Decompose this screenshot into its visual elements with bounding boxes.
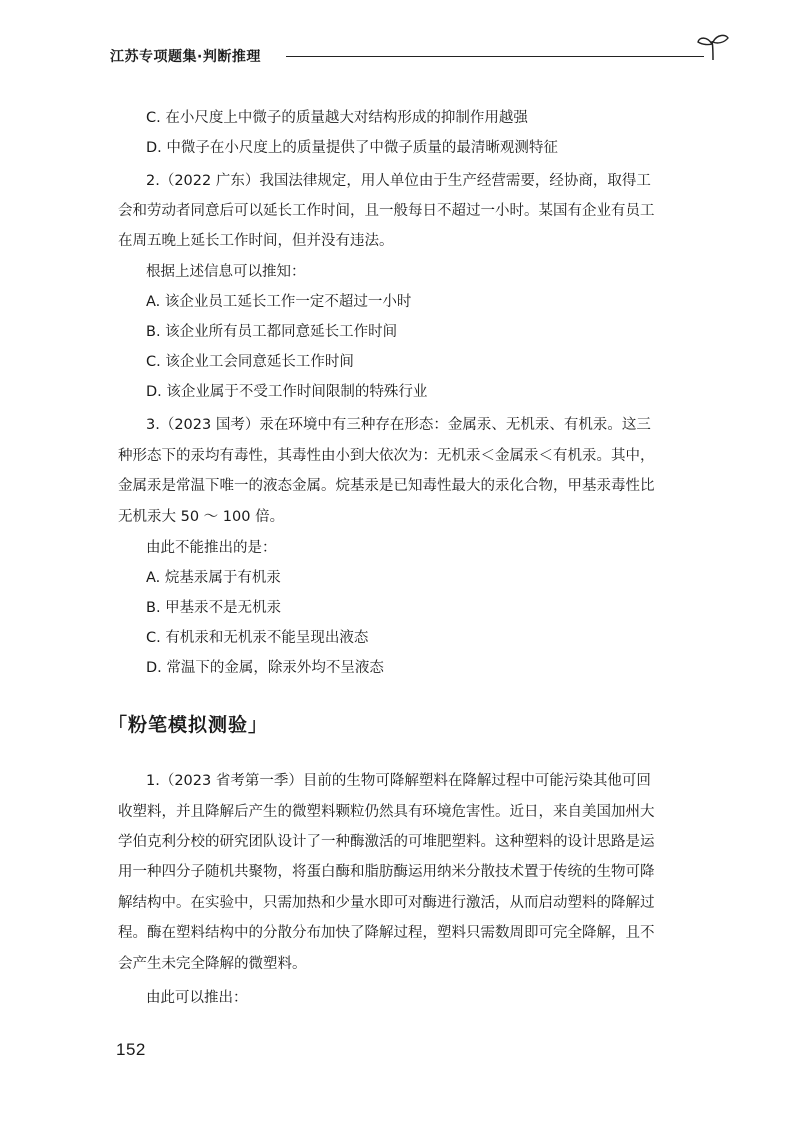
- question-line: 在周五晚上延长工作时间，但并没有违法。: [118, 233, 394, 249]
- option-line: A. 烷基汞属于有机汞: [146, 570, 281, 586]
- question-line: 会产生未完全降解的微塑料。: [118, 956, 307, 972]
- option-line: B. 该企业所有员工都同意延长工作时间: [146, 324, 398, 340]
- question-line: 3.（2023 国考）汞在环境中有三种存在形态：金属汞、无机汞、有机汞。这三: [146, 417, 651, 433]
- option-line: C. 有机汞和无机汞不能呈现出液态: [146, 630, 369, 646]
- header-rule: [286, 56, 704, 57]
- option-line: D. 常温下的金属，除汞外均不呈液态: [146, 660, 384, 676]
- option-line: A. 该企业员工延长工作一定不超过一小时: [146, 294, 412, 310]
- question-line: 用一种四分子随机共聚物，将蛋白酶和脂肪酶运用纳米分散技术置于传统的生物可降: [118, 864, 655, 880]
- question-line: 1.（2023 省考第一季）目前的生物可降解塑料在降解过程中可能污染其他可回: [146, 773, 651, 789]
- header-title: 江苏专项题集·判断推理: [110, 49, 261, 65]
- page-number: 152: [116, 1040, 146, 1059]
- question-line: 2.（2022 广东）我国法律规定，用人单位由于生产经营需要，经协商，取得工: [146, 173, 651, 189]
- question-line: 金属汞是常温下唯一的液态金属。烷基汞是已知毒性最大的汞化合物，甲基汞毒性比: [118, 478, 655, 494]
- option-line: C. 该企业工会同意延长工作时间: [146, 354, 354, 370]
- question-line: 收塑料，并且降解后产生的微塑料颗粒仍然具有环境危害性。近日，来自美国加州大: [118, 804, 655, 820]
- running-header: [110, 36, 730, 72]
- option-line: B. 甲基汞不是无机汞: [146, 600, 282, 616]
- option-line: C. 在小尺度上中微子的质量越大对结构形成的抑制作用越强: [146, 110, 528, 126]
- question-line: 解结构中。在实验中，只需加热和少量水即可对酶进行激活，从而启动塑料的降解过: [118, 895, 655, 911]
- option-line: D. 该企业属于不受工作时间限制的特殊行业: [146, 384, 428, 400]
- question-line: 种形态下的汞均有毒性，其毒性由小到大依次为：无机汞＜金属汞＜有机汞。其中，: [118, 448, 655, 464]
- section-title: 「粉笔模拟测验」: [108, 714, 269, 736]
- question-line: 学伯克利分校的研究团队设计了一种酶激活的可堆肥塑料。这种塑料的设计思路是运: [118, 834, 655, 850]
- question-line: 无机汞大 50 ～ 100 倍。: [118, 509, 285, 525]
- question-line: 会和劳动者同意后可以延长工作时间，且一般每日不超过一小时。某国有企业有员工: [118, 203, 655, 219]
- question-prompt: 由此可以推出：: [146, 990, 248, 1006]
- sprout-icon: [696, 32, 730, 62]
- question-prompt: 根据上述信息可以推知：: [146, 264, 306, 280]
- question-prompt: 由此不能推出的是：: [146, 540, 277, 556]
- option-line: D. 中微子在小尺度上的质量提供了中微子质量的最清晰观测特征: [146, 140, 558, 156]
- question-line: 程。酶在塑料结构中的分散分布加快了降解过程，塑料只需数周即可完全降解，且不: [118, 925, 655, 941]
